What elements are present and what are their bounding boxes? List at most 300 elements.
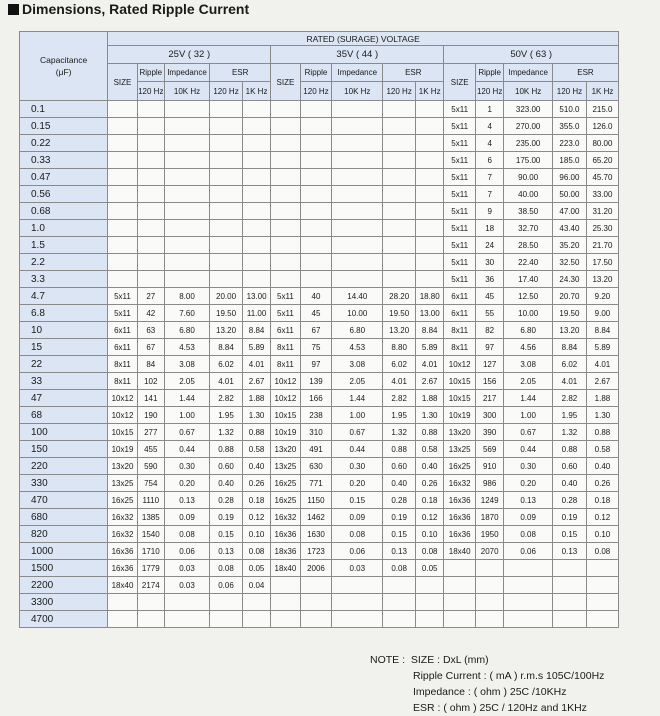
v25-ripple-cell: 455 <box>137 441 164 458</box>
v25-esr-120-cell <box>210 271 243 288</box>
v50-impedance-10k-cell: 17.40 <box>504 271 553 288</box>
v50-esr-1k-cell: 0.58 <box>586 441 618 458</box>
v25-esr-1k-cell: 13.00 <box>242 288 270 305</box>
v50-size-cell <box>444 611 476 628</box>
v50-esr-1k-cell: 80.00 <box>586 135 618 152</box>
table-row <box>20 458 619 475</box>
v35-esr-120-cell: 0.88 <box>383 441 416 458</box>
v50-impedance-10k-cell: 4.56 <box>504 339 553 356</box>
v25-impedance-10k-cell: 1.44 <box>164 390 209 407</box>
capacitance-cell: 100 <box>20 424 108 441</box>
v25-esr-1k-cell: 0.04 <box>242 577 270 594</box>
v50-size-cell: 5x11 <box>444 152 476 169</box>
v25-esr-120-cell: 0.06 <box>210 577 243 594</box>
v35-impedance-10k-cell <box>332 169 383 186</box>
v50-impedance-10k-cell: 2.05 <box>504 373 553 390</box>
v50-size-cell <box>444 560 476 577</box>
v35-ripple-cell: 67 <box>300 322 332 339</box>
v35-esr-120-cell: 6.02 <box>383 356 416 373</box>
v25-ripple-cell: 141 <box>137 390 164 407</box>
v50-esr-1k-cell: 0.40 <box>586 458 618 475</box>
v35-esr-120-cell <box>383 254 416 271</box>
v50-ripple-cell: 1 <box>476 101 504 118</box>
v35-impedance-10k-cell <box>332 271 383 288</box>
v35-impedance-10k-cell <box>332 186 383 203</box>
v25-ripple-cell: 102 <box>137 373 164 390</box>
capacitance-cell: 220 <box>20 458 108 475</box>
v50-size-cell: 8x11 <box>444 339 476 356</box>
v35-esr-1k-cell <box>416 220 444 237</box>
v25-esr-1k-cell <box>242 135 270 152</box>
v50-esr-1k-cell: 0.18 <box>586 492 618 509</box>
v35-ripple-cell <box>300 577 332 594</box>
v35-ripple-cell <box>300 118 332 135</box>
v35-ripple-cell: 771 <box>300 475 332 492</box>
v35-ripple-cell <box>300 135 332 152</box>
v35-impedance-10k-cell <box>332 577 383 594</box>
v35-ripple-cell <box>300 203 332 220</box>
v35-esr-120-cell <box>383 186 416 203</box>
capacitance-cell: 0.33 <box>20 152 108 169</box>
note-block <box>370 652 604 716</box>
v35-impedance-10k-cell <box>332 152 383 169</box>
v25-impedance-10k-cell <box>164 152 209 169</box>
v50-esr-1k-cell: 17.50 <box>586 254 618 271</box>
capacitance-cell: 4700 <box>20 611 108 628</box>
table-row <box>20 560 619 577</box>
v25-size-cell: 5x11 <box>108 288 137 305</box>
v35-ripple-cell: 1723 <box>300 543 332 560</box>
v50-size-cell: 5x11 <box>444 101 476 118</box>
v35-esr-120-cell <box>383 203 416 220</box>
v50-impedance-10k-cell: 0.06 <box>504 543 553 560</box>
v50-size-cell: 13x25 <box>444 441 476 458</box>
v25-esr-120-cell: 1.32 <box>210 424 243 441</box>
v25-ripple-cell <box>137 135 164 152</box>
v35-esr-1k-cell <box>416 186 444 203</box>
table-row <box>20 594 619 611</box>
v50-esr-120-cell: 0.40 <box>552 475 586 492</box>
v35-esr-120-cell: 1.32 <box>383 424 416 441</box>
v35-esr-120-cell: 0.08 <box>383 560 416 577</box>
v35-impedance-10k-cell: 0.30 <box>332 458 383 475</box>
v25-esr-1k-cell: 1.30 <box>242 407 270 424</box>
v25-esr-120-cell: 8.84 <box>210 339 243 356</box>
v25-impedance-10k-cell: 0.44 <box>164 441 209 458</box>
v50-esr-120-cell: 0.88 <box>552 441 586 458</box>
v50-esr-120-cell: 8.84 <box>552 339 586 356</box>
v35-impedance-10k-cell: 0.44 <box>332 441 383 458</box>
v50-esr-120-cell: 13.20 <box>552 322 586 339</box>
v50-ripple-cell: 127 <box>476 356 504 373</box>
table-row <box>20 424 619 441</box>
v25-size-cell <box>108 611 137 628</box>
v50-esr-120-cell: 510.0 <box>552 101 586 118</box>
v25-esr-1k-cell: 0.08 <box>242 543 270 560</box>
freq-header: 1K Hz <box>242 82 270 101</box>
v25-ripple-cell <box>137 101 164 118</box>
v25-ripple-cell <box>137 254 164 271</box>
v50-ripple-cell: 910 <box>476 458 504 475</box>
capacitance-cell: 680 <box>20 509 108 526</box>
v35-esr-120-cell: 1.95 <box>383 407 416 424</box>
v35-esr-1k-cell <box>416 169 444 186</box>
size-header: SIZE <box>108 64 137 101</box>
v25-size-cell: 18x40 <box>108 577 137 594</box>
table-row <box>20 543 619 560</box>
v50-size-cell: 5x11 <box>444 169 476 186</box>
v50-ripple-cell: 18 <box>476 220 504 237</box>
v25-size-cell: 8x11 <box>108 373 137 390</box>
v35-size-cell: 18x40 <box>271 560 300 577</box>
v35-esr-120-cell: 0.19 <box>383 509 416 526</box>
v50-impedance-10k-cell: 10.00 <box>504 305 553 322</box>
v25-impedance-10k-cell <box>164 254 209 271</box>
v25-esr-1k-cell <box>242 611 270 628</box>
v50-esr-120-cell: 0.60 <box>552 458 586 475</box>
v35-ripple-cell <box>300 220 332 237</box>
table-row <box>20 305 619 322</box>
voltage-group-header: 35V ( 44 ) <box>271 46 444 64</box>
v50-impedance-10k-cell: 270.00 <box>504 118 553 135</box>
v25-ripple-cell <box>137 203 164 220</box>
v35-ripple-cell: 97 <box>300 356 332 373</box>
v50-ripple-cell: 97 <box>476 339 504 356</box>
table-row <box>20 254 619 271</box>
v25-esr-1k-cell: 2.67 <box>242 373 270 390</box>
v25-esr-1k-cell <box>242 254 270 271</box>
v35-esr-1k-cell <box>416 237 444 254</box>
v35-esr-1k-cell: 0.05 <box>416 560 444 577</box>
v35-impedance-10k-cell: 6.80 <box>332 322 383 339</box>
capacitance-cell: 820 <box>20 526 108 543</box>
v25-ripple-cell <box>137 152 164 169</box>
v25-esr-120-cell: 6.02 <box>210 356 243 373</box>
v35-esr-120-cell <box>383 577 416 594</box>
v35-size-cell: 10x12 <box>271 373 300 390</box>
v35-size-cell: 8x11 <box>271 356 300 373</box>
v35-size-cell: 16x25 <box>271 475 300 492</box>
v50-size-cell: 16x36 <box>444 526 476 543</box>
v50-impedance-10k-cell: 323.00 <box>504 101 553 118</box>
capacitance-cell: 33 <box>20 373 108 390</box>
v50-size-cell: 18x40 <box>444 543 476 560</box>
note-label: NOTE : <box>370 654 406 666</box>
v50-esr-120-cell: 0.19 <box>552 509 586 526</box>
capacitance-cell: 0.47 <box>20 169 108 186</box>
capacitance-cell: 0.56 <box>20 186 108 203</box>
v35-size-cell: 10x15 <box>271 407 300 424</box>
v50-esr-1k-cell: 31.20 <box>586 203 618 220</box>
v50-ripple-cell: 390 <box>476 424 504 441</box>
v35-esr-1k-cell <box>416 577 444 594</box>
v35-ripple-cell: 75 <box>300 339 332 356</box>
v25-ripple-cell <box>137 611 164 628</box>
v50-esr-1k-cell: 21.70 <box>586 237 618 254</box>
v25-size-cell <box>108 101 137 118</box>
v50-ripple-cell: 300 <box>476 407 504 424</box>
v50-esr-1k-cell: 126.0 <box>586 118 618 135</box>
v25-impedance-10k-cell <box>164 611 209 628</box>
v35-ripple-cell: 139 <box>300 373 332 390</box>
v35-esr-1k-cell: 18.80 <box>416 288 444 305</box>
v25-size-cell: 13x20 <box>108 458 137 475</box>
v50-impedance-10k-cell: 0.09 <box>504 509 553 526</box>
v35-impedance-10k-cell: 0.03 <box>332 560 383 577</box>
v50-size-cell: 5x11 <box>444 220 476 237</box>
v25-esr-120-cell <box>210 169 243 186</box>
v35-impedance-10k-cell: 0.06 <box>332 543 383 560</box>
v35-size-cell: 10x19 <box>271 424 300 441</box>
v25-esr-1k-cell: 0.88 <box>242 424 270 441</box>
v25-ripple-cell <box>137 118 164 135</box>
section-title-text: Dimensions, Rated Ripple Current <box>22 1 250 17</box>
v35-esr-120-cell: 4.01 <box>383 373 416 390</box>
v35-esr-120-cell: 0.40 <box>383 475 416 492</box>
v35-ripple-cell: 1462 <box>300 509 332 526</box>
v25-ripple-cell: 590 <box>137 458 164 475</box>
v35-impedance-10k-cell: 0.09 <box>332 509 383 526</box>
v25-impedance-10k-cell <box>164 186 209 203</box>
v25-esr-1k-cell <box>242 169 270 186</box>
v35-size-cell <box>271 101 300 118</box>
v35-size-cell <box>271 203 300 220</box>
v35-ripple-cell <box>300 186 332 203</box>
v35-esr-120-cell: 13.20 <box>383 322 416 339</box>
capacitance-cell: 0.68 <box>20 203 108 220</box>
v35-size-cell <box>271 577 300 594</box>
v50-esr-120-cell: 35.20 <box>552 237 586 254</box>
v25-impedance-10k-cell: 0.03 <box>164 577 209 594</box>
v35-impedance-10k-cell: 14.40 <box>332 288 383 305</box>
v50-impedance-10k-cell: 12.50 <box>504 288 553 305</box>
v50-ripple-cell: 986 <box>476 475 504 492</box>
capacitance-cell: 150 <box>20 441 108 458</box>
v25-esr-1k-cell: 4.01 <box>242 356 270 373</box>
v25-impedance-10k-cell: 1.00 <box>164 407 209 424</box>
v35-size-cell <box>271 271 300 288</box>
v50-esr-1k-cell: 9.20 <box>586 288 618 305</box>
v35-impedance-10k-cell <box>332 135 383 152</box>
v35-ripple-cell <box>300 237 332 254</box>
v35-impedance-10k-cell <box>332 611 383 628</box>
v50-impedance-10k-cell: 0.44 <box>504 441 553 458</box>
table-row <box>20 118 619 135</box>
table-row <box>20 373 619 390</box>
v50-impedance-10k-cell <box>504 594 553 611</box>
v25-size-cell <box>108 594 137 611</box>
rated-voltage-header: RATED (SURAGE) VOLTAGE <box>108 32 619 46</box>
esr-header: ESR <box>210 64 271 82</box>
v35-esr-120-cell: 0.28 <box>383 492 416 509</box>
v35-impedance-10k-cell: 0.67 <box>332 424 383 441</box>
v50-esr-1k-cell: 0.10 <box>586 526 618 543</box>
v35-impedance-10k-cell <box>332 594 383 611</box>
v35-ripple-cell: 166 <box>300 390 332 407</box>
v50-impedance-10k-cell: 38.50 <box>504 203 553 220</box>
v35-ripple-cell <box>300 254 332 271</box>
note-size-row <box>370 652 604 668</box>
v35-esr-1k-cell: 8.84 <box>416 322 444 339</box>
v50-esr-1k-cell: 13.20 <box>586 271 618 288</box>
v50-size-cell: 16x32 <box>444 475 476 492</box>
v50-impedance-10k-cell: 3.08 <box>504 356 553 373</box>
table-row <box>20 339 619 356</box>
v35-size-cell <box>271 254 300 271</box>
v25-size-cell: 6x11 <box>108 339 137 356</box>
v35-esr-120-cell <box>383 271 416 288</box>
v25-esr-1k-cell <box>242 203 270 220</box>
v25-size-cell: 10x12 <box>108 390 137 407</box>
v35-size-cell: 16x25 <box>271 492 300 509</box>
v35-ripple-cell <box>300 594 332 611</box>
v25-ripple-cell <box>137 237 164 254</box>
v35-esr-1k-cell: 0.58 <box>416 441 444 458</box>
v35-esr-120-cell <box>383 118 416 135</box>
freq-header: 120 Hz <box>383 82 416 101</box>
v25-ripple-cell: 67 <box>137 339 164 356</box>
v50-esr-120-cell: 19.50 <box>552 305 586 322</box>
v25-esr-120-cell <box>210 254 243 271</box>
table-row <box>20 169 619 186</box>
v50-esr-120-cell: 4.01 <box>552 373 586 390</box>
v25-size-cell <box>108 220 137 237</box>
v25-impedance-10k-cell: 8.00 <box>164 288 209 305</box>
v50-impedance-10k-cell: 0.20 <box>504 475 553 492</box>
v25-esr-1k-cell <box>242 271 270 288</box>
v35-esr-120-cell <box>383 237 416 254</box>
v50-impedance-10k-cell: 6.80 <box>504 322 553 339</box>
v50-esr-120-cell: 24.30 <box>552 271 586 288</box>
v35-esr-1k-cell: 2.67 <box>416 373 444 390</box>
capacitance-cell: 0.1 <box>20 101 108 118</box>
v50-esr-120-cell: 32.50 <box>552 254 586 271</box>
v25-esr-120-cell: 0.60 <box>210 458 243 475</box>
esr-header: ESR <box>552 64 618 82</box>
v25-impedance-10k-cell: 0.03 <box>164 560 209 577</box>
v25-size-cell <box>108 203 137 220</box>
capacitance-cell: 22 <box>20 356 108 373</box>
v35-size-cell <box>271 237 300 254</box>
v25-esr-120-cell: 1.95 <box>210 407 243 424</box>
capacitance-cell: 6.8 <box>20 305 108 322</box>
v50-esr-1k-cell: 4.01 <box>586 356 618 373</box>
v25-ripple-cell <box>137 271 164 288</box>
v35-size-cell <box>271 135 300 152</box>
v35-impedance-10k-cell <box>332 220 383 237</box>
v50-esr-1k-cell: 0.88 <box>586 424 618 441</box>
v25-impedance-10k-cell: 0.06 <box>164 543 209 560</box>
v35-size-cell: 6x11 <box>271 322 300 339</box>
v50-impedance-10k-cell: 175.00 <box>504 152 553 169</box>
v25-esr-120-cell <box>210 237 243 254</box>
v35-esr-1k-cell <box>416 135 444 152</box>
v50-size-cell: 5x11 <box>444 237 476 254</box>
v25-impedance-10k-cell <box>164 594 209 611</box>
v25-esr-120-cell: 0.15 <box>210 526 243 543</box>
v25-impedance-10k-cell <box>164 203 209 220</box>
v50-ripple-cell: 82 <box>476 322 504 339</box>
v50-size-cell: 5x11 <box>444 118 476 135</box>
v50-size-cell: 5x11 <box>444 254 476 271</box>
v25-impedance-10k-cell <box>164 271 209 288</box>
v25-esr-120-cell: 20.00 <box>210 288 243 305</box>
freq-header: 1K Hz <box>416 82 444 101</box>
v50-ripple-cell: 2070 <box>476 543 504 560</box>
v25-ripple-cell: 754 <box>137 475 164 492</box>
v50-impedance-10k-cell <box>504 611 553 628</box>
freq-header: 120 Hz <box>210 82 243 101</box>
v35-size-cell <box>271 611 300 628</box>
v35-impedance-10k-cell: 2.05 <box>332 373 383 390</box>
table-row <box>20 475 619 492</box>
v25-size-cell <box>108 135 137 152</box>
v50-esr-120-cell: 355.0 <box>552 118 586 135</box>
v50-ripple-cell: 30 <box>476 254 504 271</box>
v35-size-cell <box>271 220 300 237</box>
v35-esr-1k-cell <box>416 152 444 169</box>
v25-esr-120-cell <box>210 152 243 169</box>
v35-esr-120-cell <box>383 101 416 118</box>
v50-esr-1k-cell: 215.0 <box>586 101 618 118</box>
v50-esr-120-cell: 6.02 <box>552 356 586 373</box>
table-row <box>20 271 619 288</box>
capacitance-cell: 68 <box>20 407 108 424</box>
v35-esr-1k-cell: 0.88 <box>416 424 444 441</box>
freq-header: 120 Hz <box>137 82 164 101</box>
table-row <box>20 186 619 203</box>
v25-impedance-10k-cell <box>164 135 209 152</box>
v50-ripple-cell: 4 <box>476 118 504 135</box>
capacitance-cell: 330 <box>20 475 108 492</box>
v35-esr-120-cell <box>383 220 416 237</box>
v50-size-cell: 16x25 <box>444 458 476 475</box>
v35-ripple-cell: 40 <box>300 288 332 305</box>
v35-ripple-cell <box>300 611 332 628</box>
v35-esr-1k-cell <box>416 254 444 271</box>
v35-impedance-10k-cell: 1.44 <box>332 390 383 407</box>
v35-size-cell <box>271 169 300 186</box>
v50-impedance-10k-cell: 40.00 <box>504 186 553 203</box>
v25-size-cell: 10x15 <box>108 424 137 441</box>
v25-impedance-10k-cell: 0.67 <box>164 424 209 441</box>
v50-esr-120-cell <box>552 577 586 594</box>
v25-esr-1k-cell <box>242 152 270 169</box>
v35-impedance-10k-cell: 0.20 <box>332 475 383 492</box>
v35-esr-1k-cell: 0.26 <box>416 475 444 492</box>
capacitance-header: Capacitance (μF) <box>20 32 108 101</box>
table-row <box>20 101 619 118</box>
v25-size-cell: 16x32 <box>108 509 137 526</box>
v50-esr-1k-cell: 65.20 <box>586 152 618 169</box>
v50-size-cell: 10x19 <box>444 407 476 424</box>
v50-impedance-10k-cell: 0.67 <box>504 424 553 441</box>
v50-esr-120-cell: 0.13 <box>552 543 586 560</box>
v35-esr-120-cell <box>383 594 416 611</box>
v35-size-cell <box>271 594 300 611</box>
v50-esr-1k-cell <box>586 594 618 611</box>
v35-esr-1k-cell: 0.10 <box>416 526 444 543</box>
v50-ripple-cell: 7 <box>476 186 504 203</box>
v35-esr-1k-cell <box>416 101 444 118</box>
v50-ripple-cell: 7 <box>476 169 504 186</box>
v25-esr-120-cell: 0.28 <box>210 492 243 509</box>
v50-esr-120-cell: 1.95 <box>552 407 586 424</box>
v35-impedance-10k-cell: 3.08 <box>332 356 383 373</box>
v50-esr-1k-cell <box>586 611 618 628</box>
table-body <box>20 101 619 628</box>
v50-ripple-cell: 569 <box>476 441 504 458</box>
